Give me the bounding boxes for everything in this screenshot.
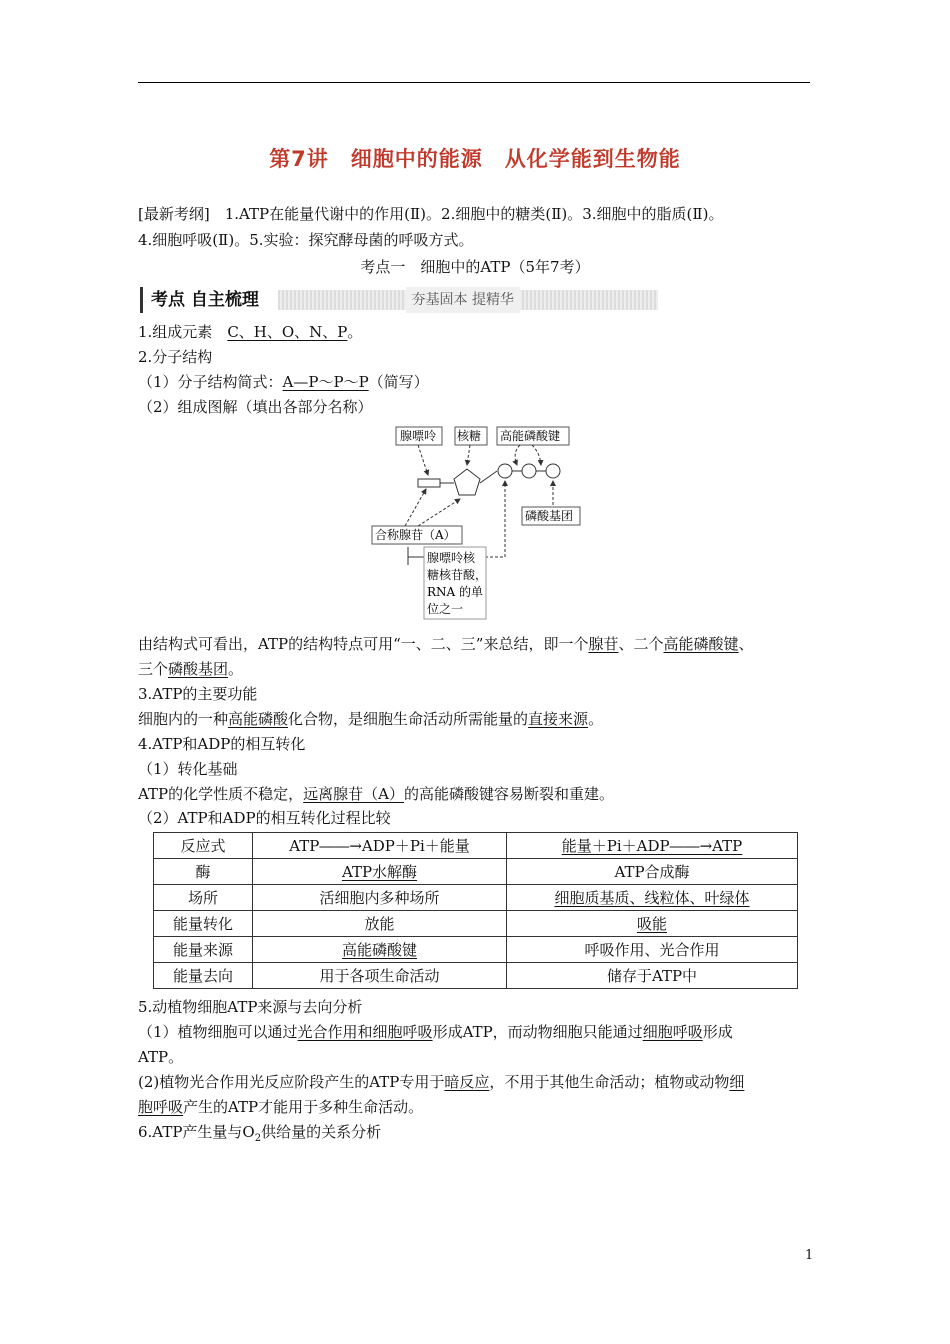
item-1-prefix: 1.组成元素 [138,323,228,341]
exam-outline-line-1: [最新考纲] 1.ATP在能量代谢中的作用(Ⅱ)。2.细胞中的糖类(Ⅱ)。3.细胞中的脂质(Ⅱ)。 [138,205,724,223]
para-plant-animal-line-1 [138,1021,818,1043]
text: 6.ATP产生量与O [138,1123,255,1141]
phosphate-1 [498,464,512,478]
phosphate-3 [546,464,560,478]
answer-cell-respiration: 细胞呼吸 [642,1023,703,1041]
table-answer: ATP水解酶 [341,863,418,881]
table-answer: 吸能 [636,915,667,933]
adenine-shape [418,479,440,487]
note-line-3: RNA 的单 [427,585,484,599]
note-line-2: 糖核苷酸， [427,568,488,582]
item-2-1 [138,371,818,393]
table-cell: 能量来源 [154,937,253,963]
para-light-reaction-line-2 [138,1096,818,1118]
text: 三个 [138,660,169,678]
table-cell: 储存于ATP中 [507,963,798,989]
text: 。 [228,660,244,678]
note-line-1: 腺嘌呤核 [427,551,476,565]
table-cell: 用于各项生命活动 [253,963,507,989]
text: 细胞内的一种 [138,710,229,728]
item-2-1-answer: A—P～P～P [282,373,369,391]
label-adenine: 腺嘌呤 [400,429,437,443]
table-cell: 酶 [154,859,253,885]
table-cell [253,937,507,963]
table-row [154,859,798,885]
section-heading: 考点一 细胞中的ATP（5年7考） [360,258,590,276]
text: (2)植物光合作用光反应阶段产生的ATP专用于 [138,1073,445,1091]
text: 形成ATP，而动物细胞只能通过 [432,1023,643,1041]
item-6 [138,1121,818,1150]
text: 形成 [702,1023,733,1041]
table-cell: 能量去向 [154,963,253,989]
table-cell: ATP合成酶 [507,859,798,885]
bond-line [480,471,497,483]
arrow-bond-2 [532,445,541,465]
item-5: 5.动植物细胞ATP来源与去向分析 [138,998,363,1016]
section-banner [140,287,520,313]
answer-distal-from-adenosine: 远离腺苷（A） [303,785,404,803]
table-cell [507,833,798,859]
text: （1）植物细胞可以通过 [138,1023,298,1041]
answer-photosynthesis-respiration: 光合作用和细胞呼吸 [297,1023,433,1041]
para-structure-line-2 [138,658,818,680]
answer-direct-source: 直接来源 [528,710,589,728]
arrow-adenosine-1 [405,489,426,526]
atp-diagram-svg [360,423,590,623]
ribose-shape [454,469,480,495]
table-cell: 活细胞内多种场所 [253,885,507,911]
table-cell [253,859,507,885]
table-answer: 细胞质基质、线粒体、叶绿体 [554,889,750,907]
text: 化合物，是细胞生命活动所需能量的 [288,710,529,728]
item-4-2: （2）ATP和ADP的相互转化过程比较 [138,809,391,827]
item-2-1-prefix: （1）分子结构简式： [138,373,283,391]
table-cell: ATP――→ADP＋Pi＋能量 [253,833,507,859]
text: 、 [738,635,754,653]
table-row [154,885,798,911]
para-light-reaction-line-1 [138,1071,818,1093]
text: 由结构式可看出，ATP的结构特点可用“一、二、三”来总结，即一个 [138,635,589,653]
table-cell [507,885,798,911]
text: 。 [588,710,604,728]
table-cell: 放能 [253,911,507,937]
para-structure-line-1 [138,633,818,655]
text: 供给量的关系分析 [261,1123,382,1141]
answer-high-energy-bond: 高能磷酸键 [663,635,739,653]
arrow-ribose [467,445,470,465]
table-row [154,963,798,989]
table-cell: 呼吸作用、光合作用 [507,937,798,963]
para-function [138,708,818,730]
item-2: 2.分子结构 [138,348,213,366]
subscript: 2 [254,1133,262,1144]
item-1 [138,321,818,343]
table-answer: 能量＋Pi＋ADP――→ATP [561,837,743,855]
table-cell: 能量转化 [154,911,253,937]
text: 的高能磷酸键容易断裂和重建。 [403,785,614,803]
item-4: 4.ATP和ADP的相互转化 [138,735,306,753]
table-answer: 高能磷酸键 [341,941,417,959]
item-1-answer: C、H、O、N、P [227,323,348,341]
table-row [154,937,798,963]
arrow-bond-1 [515,445,520,465]
atp-adp-comparison-table [153,832,798,989]
arrow-adenine [418,445,428,475]
text: ，不用于其他生命活动；植物或动物 [489,1073,730,1091]
label-phosphate: 磷酸基团 [525,509,574,523]
text: 产生的ATP才能用于多种生命活动。 [183,1098,424,1116]
answer-dark-reaction: 暗反应 [444,1073,490,1091]
para-conversion-basis [138,783,818,805]
answer-high-energy-phosphate: 高能磷酸 [228,710,289,728]
label-high-energy-bond: 高能磷酸键 [500,429,561,443]
item-4-1: （1）转化基础 [138,760,238,778]
page-title: 第7讲 细胞中的能源 从化学能到生物能 [269,147,681,171]
note-line-4: 位之一 [427,602,464,616]
top-rule [138,82,810,83]
page-number: 1 [805,1248,814,1263]
item-2-2: （2）组成图解（填出各部分名称） [138,398,373,416]
banner-subtitle: 夯基固本 提精华 [406,287,520,313]
atp-structure-diagram [360,423,590,623]
answer-phosphate-group: 磷酸基团 [168,660,229,678]
table-row [154,911,798,937]
label-ribose: 核糖 [457,429,482,443]
item-3: 3.ATP的主要功能 [138,685,258,703]
table-row [154,833,798,859]
para-plant-animal-line-2: ATP。 [138,1048,184,1066]
arrow-adenosine-2 [418,499,460,526]
table-cell [507,911,798,937]
table-cell: 反应式 [154,833,253,859]
banner-tag: 考点 自主梳理 [140,287,259,313]
answer-cell-respiration-part-1: 细 [729,1073,745,1091]
text: 、二个 [618,635,664,653]
text: ATP的化学性质不稳定， [138,785,304,803]
answer-cell-respiration-part-2: 胞呼吸 [138,1098,184,1116]
phosphate-2 [522,464,536,478]
label-adenosine: 合称腺苷（A） [375,528,456,542]
table-cell: 场所 [154,885,253,911]
exam-outline-line-2: 4.细胞呼吸(Ⅱ)。5.实验：探究酵母菌的呼吸方式。 [138,231,474,249]
answer-adenosine: 腺苷 [588,635,619,653]
item-1-suffix: 。 [347,323,363,341]
item-2-1-suffix: （简写） [368,373,429,391]
